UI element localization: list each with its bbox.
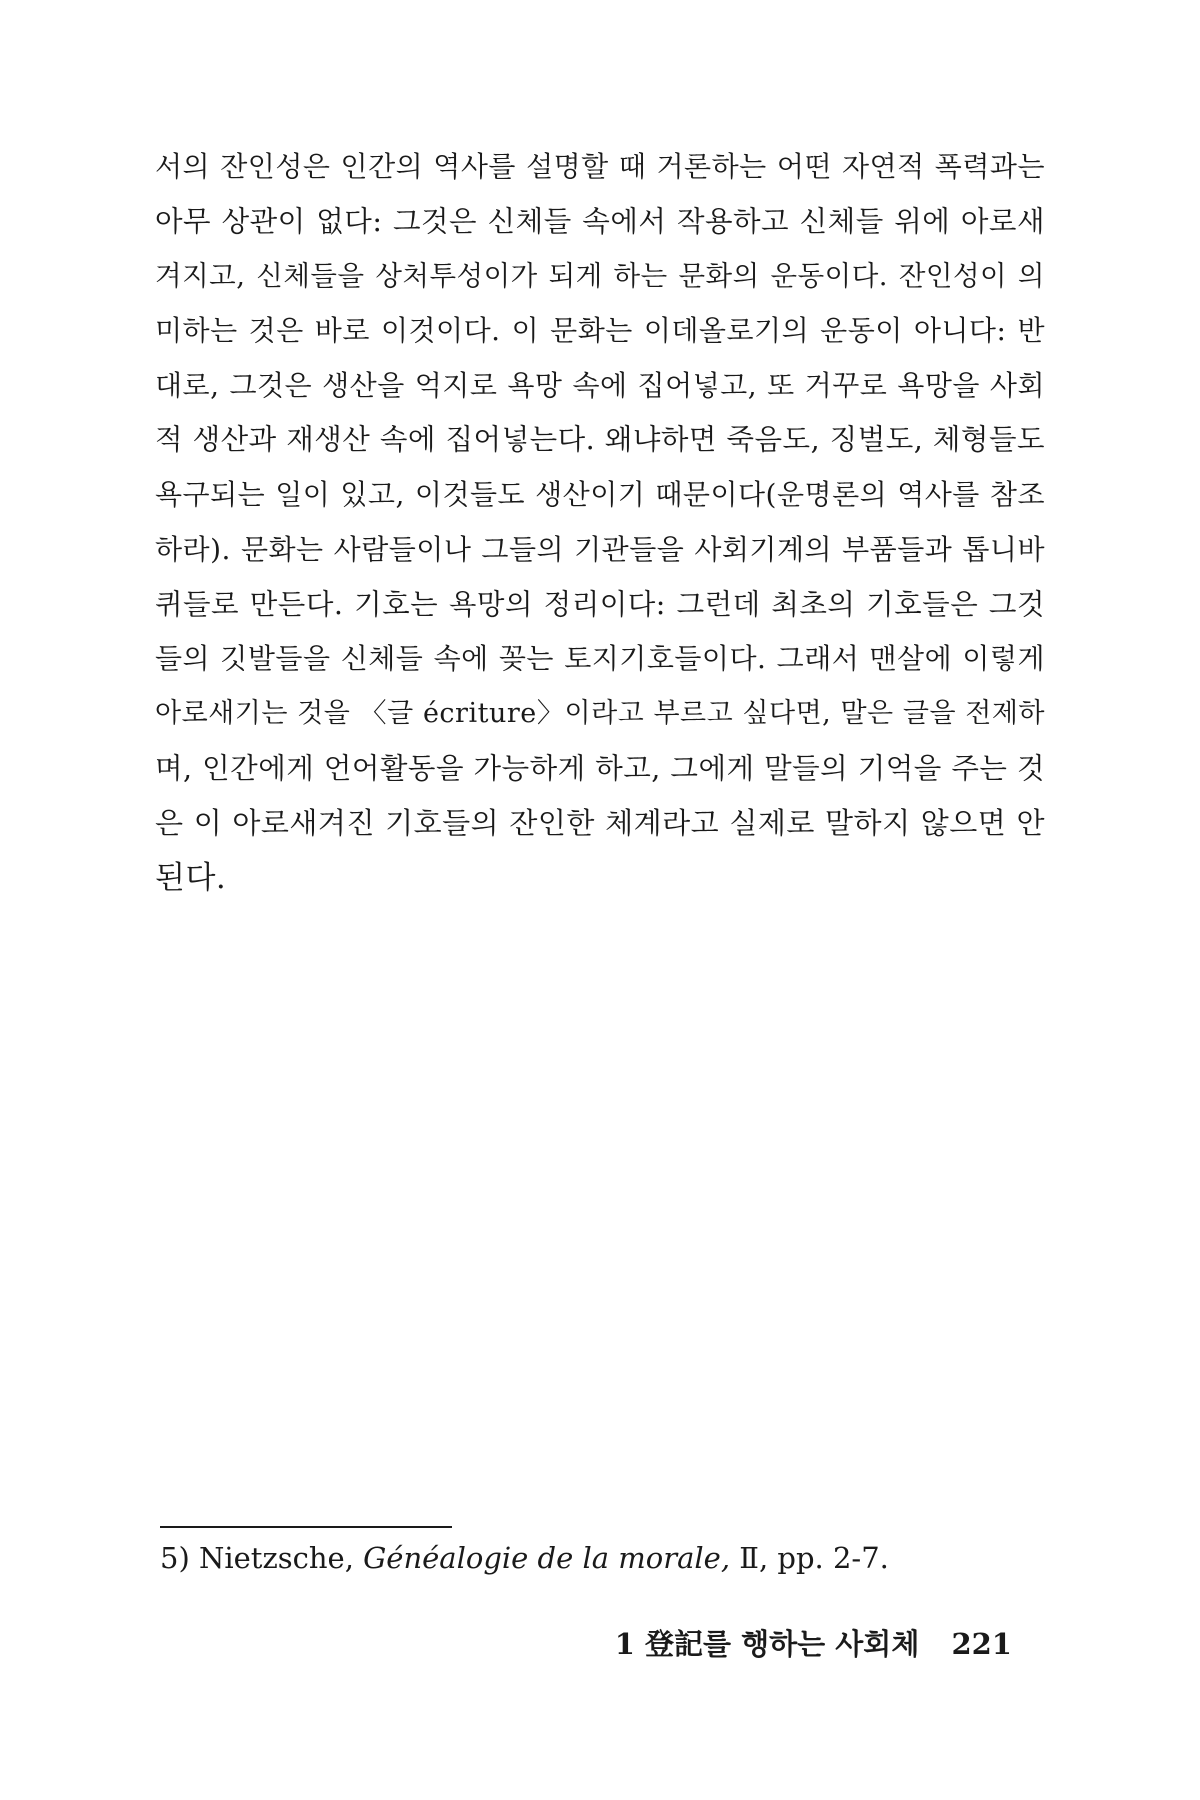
text-line: 욕구되는 일이 있고, 이것들도 생산이기 때문이다(운명론의 역사를 참조: [155, 478, 1045, 512]
text-line: 하라). 문화는 사람들이나 그들의 기관들을 사회기계의 부품들과 톱니바: [155, 532, 1045, 566]
text-line-last: 된다.: [155, 859, 227, 896]
body-paragraph: [155, 140, 1045, 906]
text-line: 적 생산과 재생산 속에 집어넣는다. 왜냐하면 죽음도, 징벌도, 체형들도: [155, 423, 1046, 457]
text-line: 겨지고, 신체들을 상처투성이가 되게 하는 문화의 운동이다. 잔인성이 의: [155, 260, 1045, 293]
running-title: 1 登記를 행하는 사회체: [614, 1627, 920, 1661]
text-line: 아무 상관이 없다: 그것은 신체들 속에서 작용하고 신체들 위에 아로새: [155, 204, 1045, 238]
footnote: [160, 1538, 1060, 1578]
text-line: 은 이 아로새겨진 기호들의 잔인한 체계라고 실제로 말하지 않으면 안: [155, 806, 1045, 841]
footnote-title: Généalogie de la morale,: [363, 1541, 731, 1575]
text-line: 퀴들로 만든다. 기호는 욕망의 정리이다: 그런데 최초의 기호들은 그것: [155, 587, 1045, 621]
text-line: 대로, 그것은 생산을 억지로 욕망 속에 집어넣고, 또 거꾸로 욕망을 사회: [155, 368, 1045, 402]
footnote-divider: [160, 1526, 452, 1528]
page-number: 221: [951, 1627, 1012, 1661]
text-line: 미하는 것은 바로 이것이다. 이 문화는 이데올로기의 운동이 아니다: 반: [155, 314, 1045, 348]
text-line: 며, 인간에게 언어활동을 가능하게 하고, 그에게 말들의 기억을 주는 것: [155, 751, 1046, 785]
footnote-reference: Ⅱ, pp. 2-7.: [739, 1541, 889, 1575]
text-line: 들의 깃발들을 신체들 속에 꽂는 토지기호들이다. 그래서 맨살에 이렇게: [155, 642, 1045, 676]
running-footer: [615, 1624, 1012, 1664]
text-line: 아로새기는 것을 〈글 écriture〉이라고 부르고 싶다면, 말은 글을 전제하: [155, 697, 1045, 729]
text-line: 서의 잔인성은 인간의 역사를 설명할 때 거론하는 어떤 자연적 폭력과는: [155, 150, 1045, 183]
footnote-number: 5): [160, 1541, 190, 1575]
footnote-author: Nietzsche,: [198, 1541, 354, 1575]
